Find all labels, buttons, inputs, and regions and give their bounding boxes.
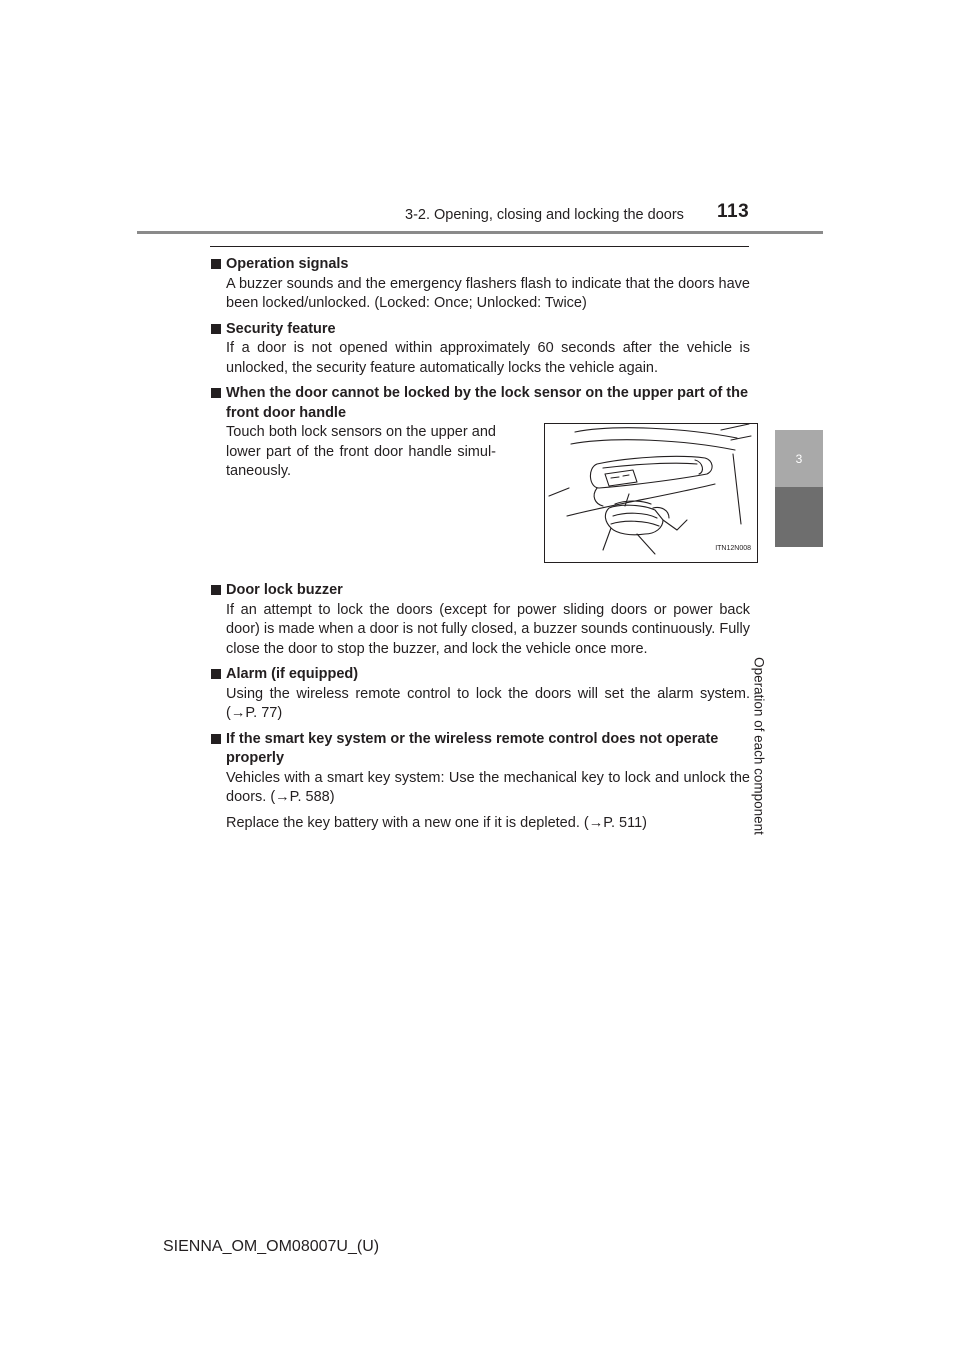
chapter-tab[interactable] <box>775 487 823 547</box>
chapter-number: 3 <box>795 451 803 466</box>
square-bullet-icon <box>211 324 221 334</box>
door-handle-illustration <box>544 423 758 563</box>
header-rule <box>137 231 823 234</box>
page-number: 113 <box>717 201 750 222</box>
item-body: Touch both lock sensors on the upper and lower part of the front door handle simul-taneously. <box>226 424 496 479</box>
document-code: SIENNA_OM_OM08007U_(U) <box>163 1238 380 1255</box>
square-bullet-icon <box>211 734 221 744</box>
item-body: Using the wireless remote control to lock the doors will set the alarm system. (→P. 77) <box>226 685 750 721</box>
item-heading: Operation signals <box>211 255 750 275</box>
item-body: If a door is not opened within approximately 60 seconds after the vehicle is unlocked, the security feature automatically locks the vehicle again. <box>226 340 750 376</box>
chapter-number-tab[interactable] <box>775 430 823 487</box>
item-heading: Alarm (if equipped) <box>211 665 750 685</box>
figure-row <box>211 423 750 575</box>
square-bullet-icon <box>211 585 221 595</box>
list-item <box>211 320 750 379</box>
item-heading: Door lock buzzer <box>211 581 750 601</box>
section-title: 3-2. Opening, closing and locking the doors <box>405 207 684 223</box>
list-item <box>211 730 750 834</box>
list-item <box>211 581 750 659</box>
item-heading: Security feature <box>211 320 750 340</box>
list-item <box>211 384 750 575</box>
square-bullet-icon <box>211 669 221 679</box>
section-rule <box>210 246 749 247</box>
item-body: If an attempt to lock the doors (except for power sliding doors or power back door) is made when a door is not fully closed, a buzzer sounds continuously. Fully close the door to stop the buzzer, and lock the vehicle once more. <box>226 601 750 657</box>
list-item <box>211 665 750 724</box>
list-item <box>211 255 750 314</box>
chapter-title: Operation of each component <box>751 657 767 835</box>
square-bullet-icon <box>211 259 221 269</box>
square-bullet-icon <box>211 388 221 398</box>
item-heading: When the door cannot be locked by the lock sensor on the upper part of the front door handle <box>211 384 750 423</box>
item-body: A buzzer sounds and the emergency flashers flash to indicate that the doors have been locked/unlocked. (Locked: Once; Unlocked: Twice) <box>226 275 750 311</box>
item-heading: If the smart key system or the wireless remote control does not operate properly <box>211 730 750 769</box>
item-body: Vehicles with a smart key system: Use the mechanical key to lock and unlock the doors. (→P. 588) Replace the key battery with a new one if it is depleted. (→P. 511) <box>226 769 750 831</box>
figure-code: ITN12N008 <box>715 544 751 552</box>
page-content <box>211 255 750 839</box>
